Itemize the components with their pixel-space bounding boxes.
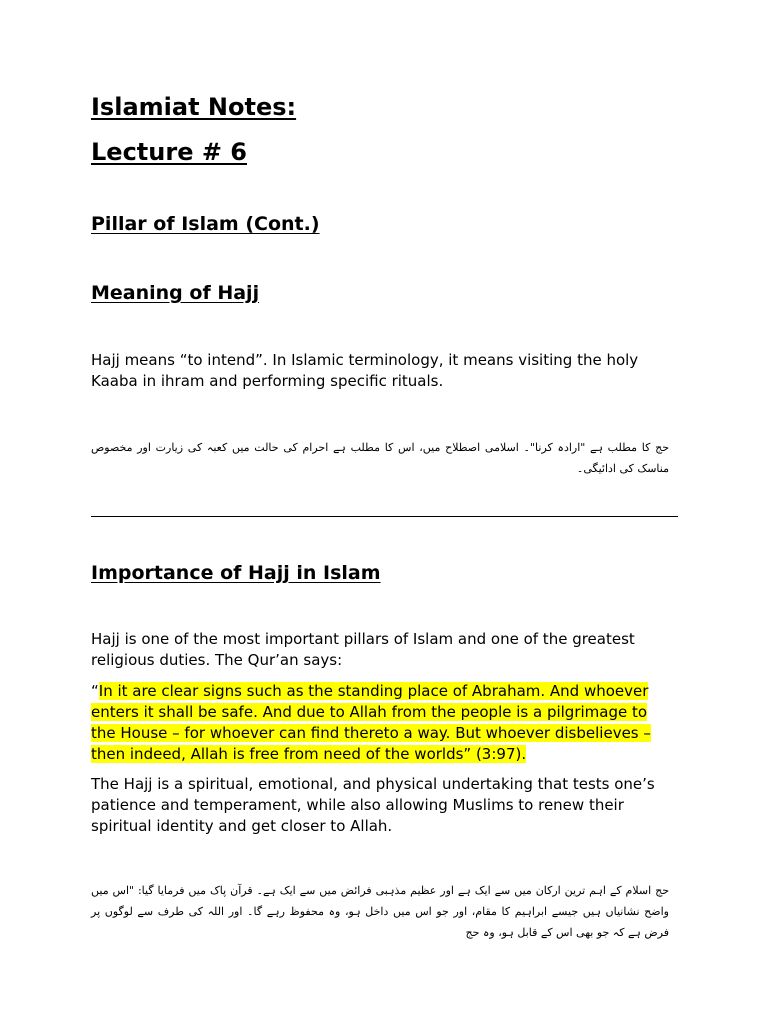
heading-meaning-of-hajj: Meaning of Hajj: [91, 282, 260, 304]
quote-open-mark: “: [91, 682, 99, 700]
section-divider: [91, 516, 678, 517]
heading-pillar-of-islam: Pillar of Islam (Cont.): [91, 213, 320, 235]
heading-importance-of-hajj: Importance of Hajj in Islam: [91, 562, 381, 584]
meaning-paragraph: Hajj means “to intend”. In Islamic terminology, it means visiting the holy Kaaba in ihram and performing specific rituals.: [91, 351, 639, 390]
importance-body-paragraph: The Hajj is a spiritual, emotional, and physical undertaking that tests one’s patience and temperament, while also allowing Muslims to renew their spiritual identity and get closer to Allah.: [91, 775, 655, 835]
importance-intro-paragraph: Hajj is one of the most important pillars of Islam and one of the greatest religious duties. The Qur’an says:: [91, 630, 635, 669]
document-title: Islamiat Notes:: [91, 93, 297, 121]
highlighted-quote-text: In it are clear signs such as the standing place of Abraham. And whoever enters it shall be safe. And due to Allah from the people is a pilgrimage to the House – for whoever can find thereto a way. But whoever disbelieves – then indeed, Allah is free from need of the worlds” (3:97).: [91, 682, 651, 763]
lecture-number: Lecture # 6: [91, 138, 247, 166]
meaning-urdu-paragraph: حج کا مطلب ہے "ارادہ کرنا"۔ اسلامی اصطلاح میں، اس کا مطلب ہے احرام کی حالت میں کعبہ کی زیارت اور مخصوص مناسک کی ادائیگی۔: [91, 441, 669, 475]
quran-quote: [91, 681, 676, 765]
importance-urdu-paragraph: حج اسلام کے اہم ترین ارکان میں سے ایک ہے اور عظیم مذہبی فرائض میں سے ایک ہے۔ قرآن پاک میں فرمایا گیا: "اس میں واضح نشانیاں ہیں جیسے ابراہیم کا مقام، اور جو اس میں داخل ہو، وہ محفوظ رہے گا۔ اور اللہ کی طرف سے لوگوں پر فرض ہے کہ جو بھی اس کے قابل ہو، وہ حج: [91, 884, 669, 939]
